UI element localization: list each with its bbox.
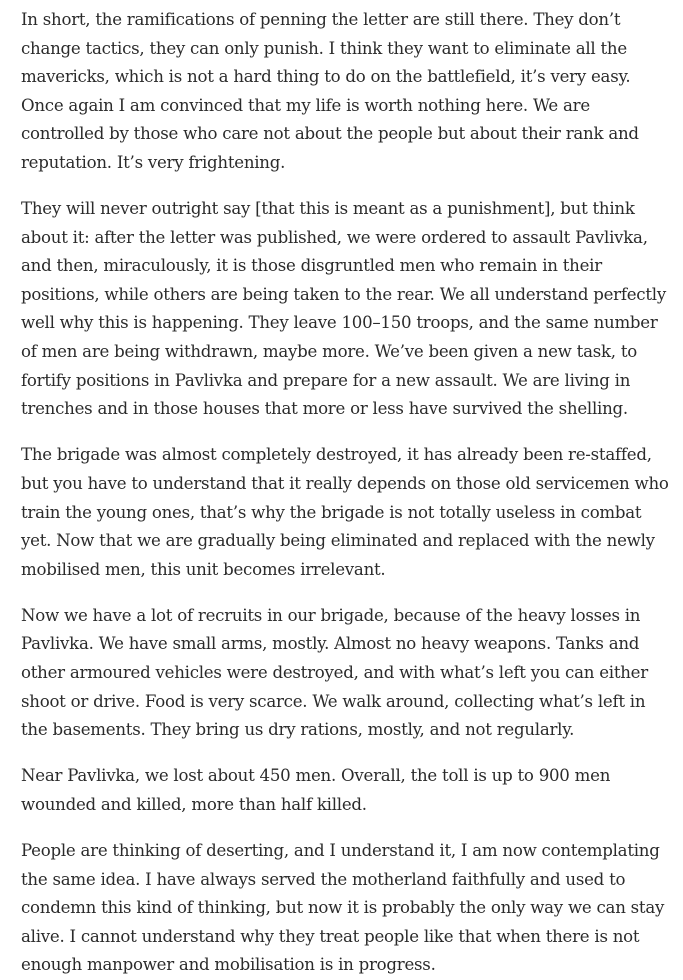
article-paragraph-3: The brigade was almost completely destroyed, it has already been re-staffed, but you have to understand that it really depends on those old servicemen who train the young ones, that’s why the brigade is not totally useless in combat yet. Now that we are gradually being eliminated and replaced with the newly mobilised men, this unit becomes irrelevant. (21, 445, 669, 579)
article-paragraph-1: In short, the ramifications of penning the letter are still there. They don’t change tactics, they can only punish. I think they want to eliminate all the mavericks, which is not a hard thing to do on the battlefield, it’s very easy. Once again I am convinced that my life is worth nothing here. We are controlled by those who care not about the people but about their rank and reputation. It’s very frightening. (21, 10, 639, 172)
article-paragraph-2: They will never outright say [that this is meant as a punishment], but think about it: after the letter was published, we were ordered to assault Pavlivka, and then, miraculously, it is those disgruntled men who remain in their positions, while others are being taken to the rear. We all understand perfectly well why this is happening. They leave 100–150 troops, and the same number of men are being withdrawn, maybe more. We’ve been given a new task, to fortify positions in Pavlivka and prepare for a new assault. We are living in trenches and in those houses that more or less have survived the shelling. (21, 199, 666, 419)
article-paragraph-5: Near Pavlivka, we lost about 450 men. Overall, the toll is up to 900 men wounded and killed, more than half killed. (21, 766, 611, 814)
article-paragraph-4: Now we have a lot of recruits in our brigade, because of the heavy losses in Pavlivka. We have small arms, mostly. Almost no heavy weapons. Tanks and other armoured vehicles were destroyed, and with what’s left you can either shoot or drive. Food is very scarce. We walk around, collecting what’s left in the basements. They bring us dry rations, mostly, and not regularly. (21, 605, 648, 740)
article-paragraph-6: People are thinking of deserting, and I understand it, I am now contemplating the same idea. I have always served the motherland faithfully and used to condemn this kind of thinking, but now it is probably the only way we can stay alive. I cannot understand why they treat people like that when there is not enough manpower and mobilisation is in progress. (21, 840, 665, 975)
